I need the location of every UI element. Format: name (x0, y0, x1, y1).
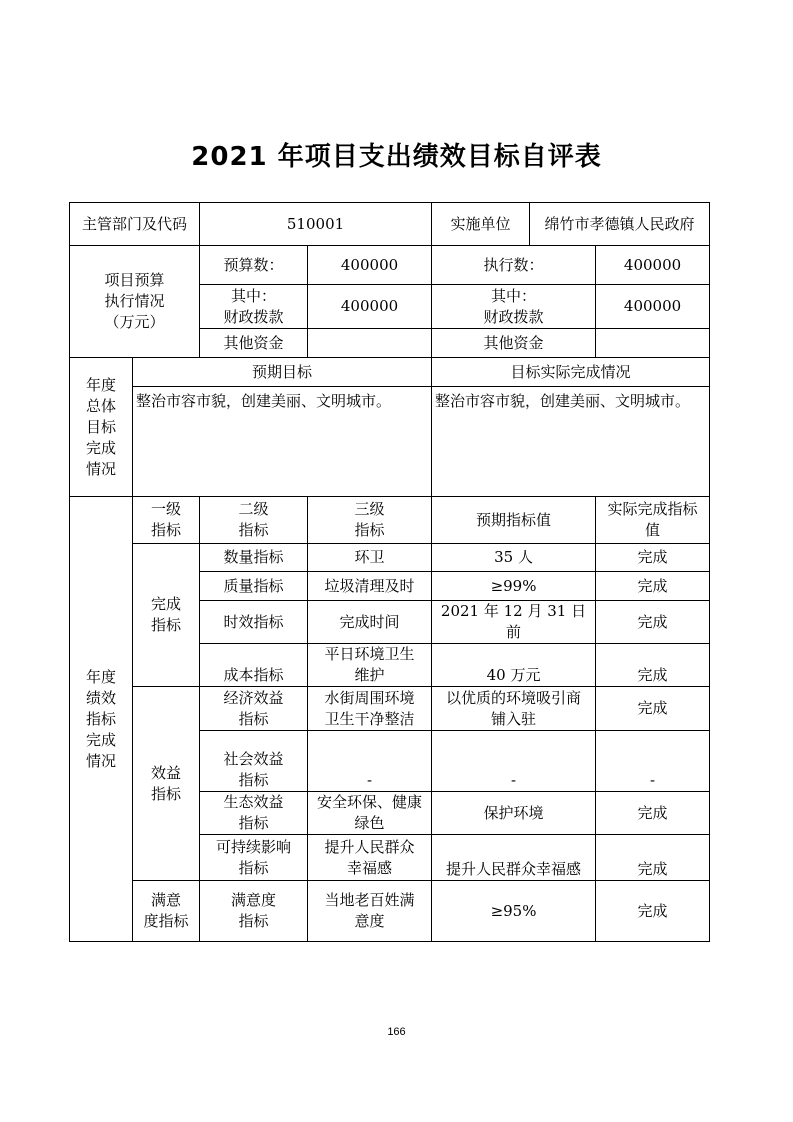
budget-section-label: 项目预算 执行情况 （万元） (70, 246, 200, 358)
social-level3: - (308, 731, 432, 792)
exec-label: 执行数： (432, 246, 596, 285)
other-funds-label: 其他资金 (200, 329, 308, 358)
page-number: 166 (387, 1026, 406, 1038)
cost-actual: 完成 (596, 644, 710, 687)
timeliness-level3: 完成时间 (308, 601, 432, 644)
quality-level2: 质量指标 (200, 572, 308, 601)
indicator-section-label: 年度 绩效 指标 完成 情况 (70, 497, 133, 942)
satisfaction-level2: 满意度 指标 (200, 881, 308, 942)
quality-expected: ≥99% (432, 572, 596, 601)
cost-expected: 40 万元 (432, 644, 596, 687)
budget-row (70, 246, 710, 285)
ecological-expected: 保护环境 (432, 792, 596, 835)
ecological-level2: 生态效益 指标 (200, 792, 308, 835)
other-funds-exec-label: 其他资金 (432, 329, 596, 358)
social-expected: - (432, 731, 596, 792)
budget-label: 预算数： (200, 246, 308, 285)
actual-value-header: 实际完成指标 值 (596, 497, 710, 544)
expected-goal-text: 整治市容市貌，创建美丽、文明城市。 (133, 387, 432, 497)
sustainable-level3: 提升人民群众 幸福感 (308, 835, 432, 881)
sustainable-expected: 提升人民群众幸福感 (432, 835, 596, 881)
social-actual: - (596, 731, 710, 792)
indicator-row-economic (70, 687, 710, 731)
impl-label: 实施单位 (432, 203, 530, 246)
ecological-level3: 安全环保、健康 绿色 (308, 792, 432, 835)
quality-actual: 完成 (596, 572, 710, 601)
level3-header: 三级 指标 (308, 497, 432, 544)
timeliness-level2: 时效指标 (200, 601, 308, 644)
goal-content-row (70, 387, 710, 497)
actual-goal-header: 目标实际完成情况 (432, 358, 710, 387)
dept-label: 主管部门及代码 (70, 203, 200, 246)
fiscal-exec-value: 400000 (596, 285, 710, 329)
budget-value: 400000 (308, 246, 432, 285)
satisfaction-actual: 完成 (596, 881, 710, 942)
completion-group-label: 完成 指标 (133, 544, 200, 687)
level2-header: 二级 指标 (200, 497, 308, 544)
timeliness-expected: 2021 年 12 月 31 日前 (432, 601, 596, 644)
satisfaction-group-label: 满意 度指标 (133, 881, 200, 942)
expected-value-header: 预期指标值 (432, 497, 596, 544)
quality-level3: 垃圾清理及时 (308, 572, 432, 601)
benefit-group-label: 效益 指标 (133, 687, 200, 881)
fiscal-budget-value: 400000 (308, 285, 432, 329)
level1-header: 一级 指标 (133, 497, 200, 544)
ecological-actual: 完成 (596, 792, 710, 835)
dept-row (70, 203, 710, 246)
fiscal-label: 其中： 财政拨款 (200, 285, 308, 329)
quantity-actual: 完成 (596, 544, 710, 572)
impl-value: 绵竹市孝德镇人民政府 (530, 203, 710, 246)
fiscal-exec-label: 其中： 财政拨款 (432, 285, 596, 329)
cost-level3: 平日环境卫生 维护 (308, 644, 432, 687)
expected-goal-header: 预期目标 (133, 358, 432, 387)
indicator-row-quantity (70, 544, 710, 572)
dept-code: 510001 (200, 203, 432, 246)
performance-table (69, 202, 710, 942)
social-level2: 社会效益 指标 (200, 731, 308, 792)
indicator-header-row (70, 497, 710, 544)
satisfaction-level3: 当地老百姓满 意度 (308, 881, 432, 942)
exec-value: 400000 (596, 246, 710, 285)
indicator-row-satisfaction (70, 881, 710, 942)
quantity-level3: 环卫 (308, 544, 432, 572)
document-title: 2021 年项目支出绩效目标自评表 (191, 142, 602, 172)
sustainable-level2: 可持续影响 指标 (200, 835, 308, 881)
goal-header-row (70, 358, 710, 387)
sustainable-actual: 完成 (596, 835, 710, 881)
economic-level2: 经济效益 指标 (200, 687, 308, 731)
timeliness-actual: 完成 (596, 601, 710, 644)
economic-expected: 以优质的环境吸引商 铺入驻 (432, 687, 596, 731)
economic-level3: 水街周围环境 卫生干净整洁 (308, 687, 432, 731)
quantity-expected: 35 人 (432, 544, 596, 572)
other-funds-budget (308, 329, 432, 358)
quantity-level2: 数量指标 (200, 544, 308, 572)
satisfaction-expected: ≥95% (432, 881, 596, 942)
actual-goal-text: 整治市容市貌，创建美丽、文明城市。 (432, 387, 710, 497)
cost-level2: 成本指标 (200, 644, 308, 687)
other-funds-exec (596, 329, 710, 358)
goal-section-label: 年度 总体 目标 完成 情况 (70, 358, 133, 497)
economic-actual: 完成 (596, 687, 710, 731)
